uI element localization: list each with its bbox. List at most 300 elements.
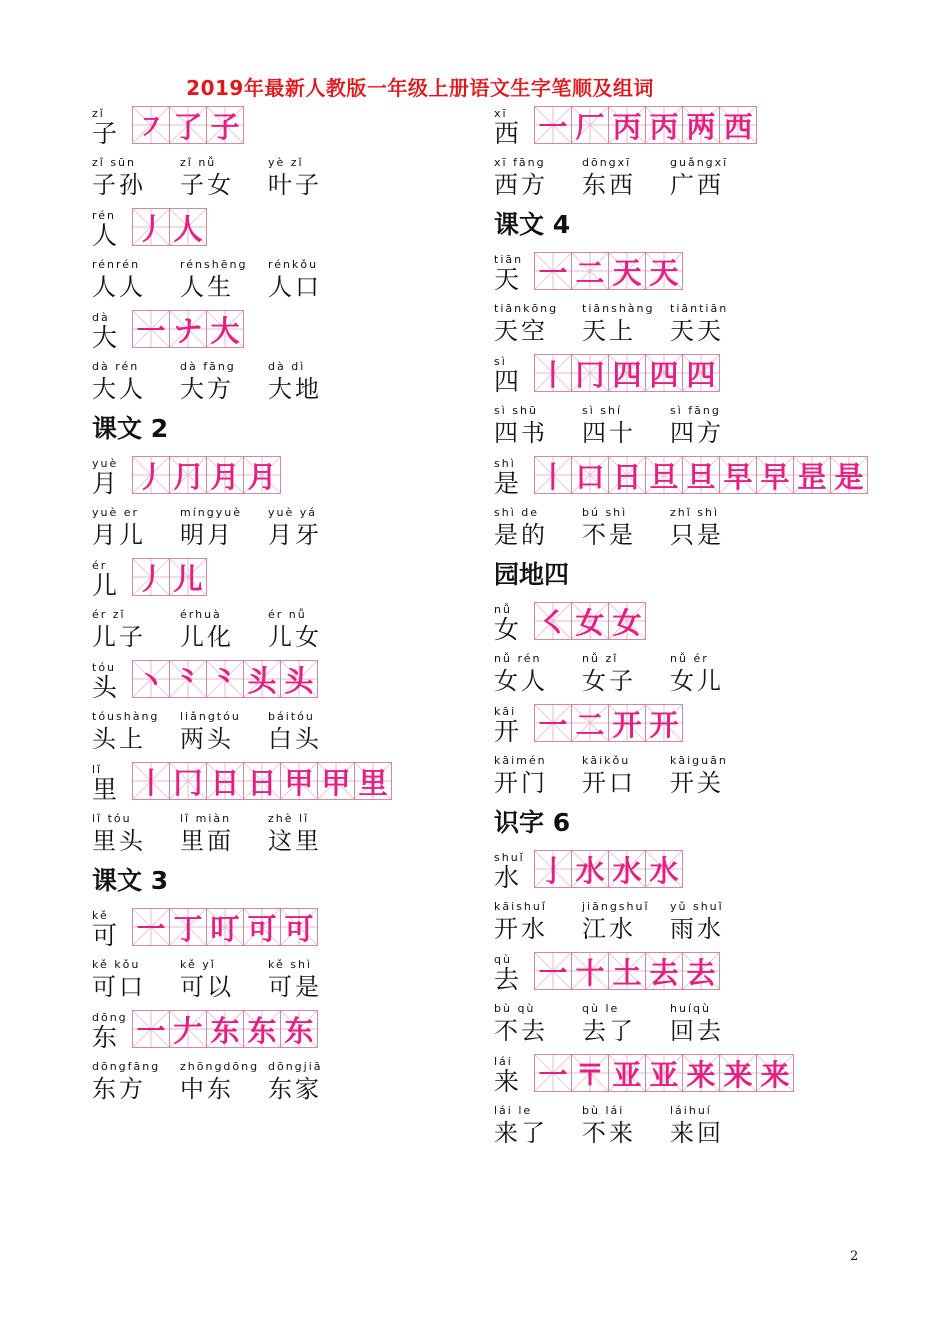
word-pinyin: huíqù: [670, 1002, 711, 1015]
char-label: [92, 1011, 132, 1052]
word-item: [268, 812, 356, 856]
stroke-cell: 人: [169, 208, 207, 246]
word-hanzi: 广西: [670, 171, 724, 199]
stroke-cell: ⺀: [206, 660, 243, 698]
char-pinyin: shuǐ: [494, 851, 525, 864]
word-pinyin: míngyuè: [180, 506, 242, 519]
word-item: [494, 404, 582, 448]
char-hanzi: 人: [92, 221, 118, 250]
stroke-cell: 冂: [169, 762, 206, 800]
stroke-cell: 开: [608, 704, 645, 742]
word-pinyin: lǐ miàn: [180, 812, 232, 825]
word-item: [582, 652, 670, 696]
char-hanzi: 头: [92, 673, 118, 702]
word-item: [494, 156, 582, 200]
stroke-cell: 儿: [169, 558, 207, 596]
word-list: [494, 396, 914, 448]
word-hanzi: 只是: [670, 521, 724, 549]
section-heading: 识字 6: [494, 808, 571, 837]
word-item: [92, 608, 180, 652]
stroke-cell: 去: [682, 952, 720, 990]
char-hanzi: 西: [494, 119, 520, 148]
char-pinyin: rén: [92, 209, 117, 222]
section-heading: 课文 4: [494, 210, 571, 239]
word-hanzi: 四方: [670, 419, 724, 447]
word-item: [582, 506, 670, 550]
stroke-cell: 可: [243, 908, 280, 946]
word-item: [582, 404, 670, 448]
char-label: [92, 311, 132, 352]
char-label: [494, 107, 534, 148]
stroke-cell: 𠂇: [169, 1010, 206, 1048]
stroke-cell: 厂: [571, 106, 608, 144]
stroke-order-grid: [132, 558, 207, 596]
word-item: [494, 754, 582, 798]
word-hanzi: 可是: [268, 973, 322, 1001]
word-pinyin: guǎngxī: [670, 156, 729, 169]
stroke-cell: 丨: [534, 456, 571, 494]
stroke-cell: 四: [682, 354, 720, 392]
word-list: [494, 148, 914, 200]
word-item: [268, 710, 356, 754]
stroke-order-grid: [132, 660, 318, 698]
word-item: [92, 812, 180, 856]
word-item: [92, 258, 180, 302]
char-label: [92, 457, 132, 498]
section-heading: 课文 3: [92, 866, 169, 895]
stroke-cell: 西: [719, 106, 757, 144]
stroke-cell: 丨: [534, 354, 571, 392]
stroke-cell: 水: [608, 850, 645, 888]
char-pinyin: xī: [494, 107, 508, 120]
char-entry: [494, 448, 914, 498]
word-item: [670, 1104, 758, 1148]
char-entry: [92, 900, 512, 950]
char-hanzi: 月: [92, 469, 118, 498]
stroke-cell: 旦: [682, 456, 719, 494]
word-hanzi: 里头: [92, 827, 146, 855]
word-pinyin: bú shì: [582, 506, 628, 519]
word-pinyin: ér nǚ: [268, 608, 307, 621]
word-pinyin: rénrén: [92, 258, 141, 271]
word-hanzi: 回去: [670, 1017, 724, 1045]
word-hanzi: 天上: [582, 317, 636, 345]
stroke-cell: 女: [608, 602, 646, 640]
word-pinyin: ér zǐ: [92, 608, 126, 621]
word-list: [494, 1096, 914, 1148]
stroke-cell: 四: [645, 354, 682, 392]
stroke-cell: 水: [645, 850, 683, 888]
stroke-cell: 口: [571, 456, 608, 494]
char-entry: [92, 98, 512, 148]
stroke-cell: ⺆: [169, 456, 206, 494]
char-entry: [92, 550, 512, 600]
stroke-cell: 二: [571, 252, 608, 290]
word-item: [180, 812, 268, 856]
char-pinyin: nǚ: [494, 603, 512, 616]
stroke-cell: ⺀: [169, 660, 206, 698]
word-pinyin: jiāngshuǐ: [582, 900, 650, 913]
char-pinyin: kāi: [494, 705, 517, 718]
char-pinyin: tiān: [494, 253, 524, 266]
word-pinyin: shì de: [494, 506, 540, 519]
word-pinyin: nǚ zǐ: [582, 652, 619, 665]
stroke-cell: 头: [280, 660, 318, 698]
char-pinyin: dà: [92, 311, 110, 324]
word-hanzi: 东方: [92, 1075, 146, 1103]
stroke-cell: 〒: [571, 1054, 608, 1092]
char-hanzi: 里: [92, 775, 118, 804]
char-label: [92, 209, 132, 250]
word-hanzi: 女人: [494, 667, 548, 695]
word-hanzi: 开关: [670, 769, 724, 797]
word-item: [582, 1104, 670, 1148]
char-entry: [494, 346, 914, 396]
word-hanzi: 明月: [180, 521, 234, 549]
stroke-order-grid: [534, 952, 720, 990]
word-hanzi: 开水: [494, 915, 548, 943]
page-title: 2019年最新人教版一年级上册语文生字笔顺及组词: [186, 76, 654, 100]
word-list: [92, 702, 512, 754]
word-hanzi: 江水: [582, 915, 636, 943]
word-pinyin: zhōngdōng: [180, 1060, 260, 1073]
word-pinyin: yuè yá: [268, 506, 317, 519]
stroke-cell: 亚: [608, 1054, 645, 1092]
char-hanzi: 子: [92, 119, 118, 148]
stroke-cell: 丿: [132, 208, 169, 246]
word-pinyin: sì fāng: [670, 404, 721, 417]
stroke-cell: 去: [645, 952, 682, 990]
word-item: [670, 900, 758, 944]
word-item: [268, 506, 356, 550]
char-label: [92, 559, 132, 600]
word-item: [670, 404, 758, 448]
section-heading: 园地四: [494, 560, 570, 589]
char-entry: [92, 754, 512, 804]
stroke-cell: 叮: [206, 908, 243, 946]
word-list: [92, 250, 512, 302]
stroke-order-grid: [534, 850, 683, 888]
word-list: [494, 498, 914, 550]
word-item: [494, 652, 582, 696]
stroke-order-grid: [534, 602, 646, 640]
word-pinyin: xī fāng: [494, 156, 546, 169]
word-hanzi: 女儿: [670, 667, 724, 695]
word-item: [670, 754, 758, 798]
stroke-cell: 来: [719, 1054, 756, 1092]
char-entry: [92, 200, 512, 250]
word-pinyin: rénkǒu: [268, 258, 319, 271]
word-hanzi: 两头: [180, 725, 234, 753]
stroke-cell: 甲: [317, 762, 354, 800]
char-pinyin: zǐ: [92, 107, 105, 120]
word-pinyin: dōngfāng: [92, 1060, 161, 1073]
word-item: [582, 754, 670, 798]
stroke-cell: 大: [206, 310, 244, 348]
stroke-order-grid: [132, 908, 318, 946]
stroke-order-grid: [534, 106, 757, 144]
word-item: [670, 506, 758, 550]
char-pinyin: lái: [494, 1055, 513, 1068]
word-pinyin: nǚ rén: [494, 652, 542, 665]
word-hanzi: 儿女: [268, 623, 322, 651]
char-entry: [494, 98, 914, 148]
char-pinyin: sì: [494, 355, 507, 368]
stroke-cell: 东: [206, 1010, 243, 1048]
char-entry: [494, 842, 914, 892]
stroke-cell: 一: [534, 252, 571, 290]
word-item: [92, 1060, 180, 1104]
word-pinyin: sì shí: [582, 404, 623, 417]
stroke-cell: 一: [132, 908, 169, 946]
word-pinyin: kāimén: [494, 754, 547, 767]
word-pinyin: kě shì: [268, 958, 313, 971]
word-pinyin: kě kǒu: [92, 958, 141, 971]
word-hanzi: 可以: [180, 973, 234, 1001]
stroke-order-grid: [534, 354, 720, 392]
word-hanzi: 中东: [180, 1075, 234, 1103]
word-list: [494, 644, 914, 696]
char-pinyin: dōng: [92, 1011, 128, 1024]
char-label: [494, 705, 534, 746]
word-pinyin: zǐ sūn: [92, 156, 137, 169]
word-hanzi: 来了: [494, 1119, 548, 1147]
word-item: [494, 900, 582, 944]
word-hanzi: 白头: [268, 725, 322, 753]
stroke-cell: 里: [354, 762, 392, 800]
word-pinyin: kě yǐ: [180, 958, 216, 971]
word-pinyin: yè zǐ: [268, 156, 304, 169]
stroke-cell: 一: [132, 1010, 169, 1048]
word-pinyin: lái le: [494, 1104, 533, 1117]
word-item: [180, 506, 268, 550]
stroke-cell: ナ: [169, 310, 206, 348]
stroke-cell: 子: [206, 106, 244, 144]
word-list: [494, 994, 914, 1046]
word-list: [92, 804, 512, 856]
word-hanzi: 月儿: [92, 521, 146, 549]
word-hanzi: 头上: [92, 725, 146, 753]
word-hanzi: 天天: [670, 317, 724, 345]
word-item: [670, 652, 758, 696]
stroke-cell: 昰: [793, 456, 830, 494]
word-hanzi: 大方: [180, 375, 234, 403]
word-pinyin: tóushàng: [92, 710, 160, 723]
stroke-cell: 丙: [645, 106, 682, 144]
char-hanzi: 女: [494, 615, 520, 644]
stroke-cell: 丙: [608, 106, 645, 144]
word-item: [180, 1060, 268, 1104]
word-hanzi: 儿化: [180, 623, 234, 651]
stroke-cell: 东: [280, 1010, 318, 1048]
stroke-cell: 一: [534, 1054, 571, 1092]
right-column: [494, 98, 914, 1148]
char-pinyin: tóu: [92, 661, 117, 674]
stroke-cell: 亚: [645, 1054, 682, 1092]
char-label: [92, 661, 132, 702]
stroke-cell: ㇇: [132, 106, 169, 144]
stroke-cell: 水: [571, 850, 608, 888]
char-pinyin: kě: [92, 909, 109, 922]
word-pinyin: tiānshàng: [582, 302, 655, 315]
word-list: [494, 892, 914, 944]
word-pinyin: zhè lǐ: [268, 812, 310, 825]
word-pinyin: láihuí: [670, 1104, 712, 1117]
word-hanzi: 四书: [494, 419, 548, 447]
word-item: [180, 360, 268, 404]
word-item: [582, 900, 670, 944]
stroke-cell: 旦: [645, 456, 682, 494]
word-item: [180, 608, 268, 652]
word-hanzi: 东西: [582, 171, 636, 199]
char-entry: [92, 302, 512, 352]
word-hanzi: 女子: [582, 667, 636, 695]
word-item: [670, 302, 758, 346]
stroke-cell: 来: [756, 1054, 794, 1092]
stroke-cell: 一: [534, 952, 571, 990]
stroke-cell: 东: [243, 1010, 280, 1048]
char-entry: [494, 244, 914, 294]
word-item: [582, 156, 670, 200]
char-entry: [494, 944, 914, 994]
stroke-cell: 丶: [132, 660, 169, 698]
stroke-cell: 两: [682, 106, 719, 144]
stroke-cell: 早: [719, 456, 756, 494]
word-item: [670, 1002, 758, 1046]
stroke-cell: 丿: [132, 456, 169, 494]
word-hanzi: 这里: [268, 827, 322, 855]
word-hanzi: 可口: [92, 973, 146, 1001]
stroke-cell: 土: [608, 952, 645, 990]
stroke-cell: 日: [608, 456, 645, 494]
stroke-order-grid: [534, 456, 868, 494]
section-heading: 课文 2: [92, 414, 169, 443]
stroke-order-grid: [132, 1010, 318, 1048]
word-pinyin: tiāntiān: [670, 302, 729, 315]
word-pinyin: nǚ ér: [670, 652, 709, 665]
word-hanzi: 雨水: [670, 915, 724, 943]
stroke-cell: ㇛: [534, 602, 571, 640]
stroke-cell: 四: [608, 354, 645, 392]
char-label: [494, 1055, 534, 1096]
word-list: [92, 950, 512, 1002]
word-item: [92, 360, 180, 404]
word-item: [180, 710, 268, 754]
stroke-cell: 早: [756, 456, 793, 494]
word-hanzi: 西方: [494, 171, 548, 199]
stroke-order-grid: [132, 456, 281, 494]
word-item: [180, 958, 268, 1002]
word-pinyin: dōngxī: [582, 156, 632, 169]
char-pinyin: lǐ: [92, 763, 103, 776]
word-item: [92, 710, 180, 754]
word-item: [582, 302, 670, 346]
left-column: [92, 98, 512, 1104]
word-pinyin: sì shū: [494, 404, 538, 417]
stroke-cell: 是: [830, 456, 868, 494]
stroke-cell: 了: [169, 106, 206, 144]
word-list: [494, 746, 914, 798]
stroke-cell: 一: [534, 704, 571, 742]
word-item: [494, 506, 582, 550]
word-hanzi: 四十: [582, 419, 636, 447]
stroke-cell: 月: [206, 456, 243, 494]
word-hanzi: 天空: [494, 317, 548, 345]
word-pinyin: bù qù: [494, 1002, 536, 1015]
char-hanzi: 儿: [92, 571, 118, 600]
word-item: [268, 958, 356, 1002]
char-hanzi: 四: [494, 367, 520, 396]
char-label: [494, 603, 534, 644]
stroke-cell: 天: [645, 252, 683, 290]
char-label: [494, 253, 534, 294]
stroke-cell: 日: [206, 762, 243, 800]
word-list: [92, 352, 512, 404]
word-hanzi: 来回: [670, 1119, 724, 1147]
stroke-cell: 月: [243, 456, 281, 494]
word-item: [268, 360, 356, 404]
char-label: [494, 355, 534, 396]
word-hanzi: 是的: [494, 521, 548, 549]
word-item: [494, 1104, 582, 1148]
stroke-cell: 十: [571, 952, 608, 990]
word-hanzi: 大人: [92, 375, 146, 403]
stroke-cell: 可: [280, 908, 318, 946]
char-pinyin: qù: [494, 953, 512, 966]
char-hanzi: 水: [494, 863, 520, 892]
word-pinyin: bù lái: [582, 1104, 625, 1117]
word-pinyin: dà fāng: [180, 360, 236, 373]
word-hanzi: 不去: [494, 1017, 548, 1045]
word-item: [268, 1060, 356, 1104]
char-hanzi: 东: [92, 1023, 118, 1052]
word-item: [268, 258, 356, 302]
word-hanzi: 月牙: [268, 521, 322, 549]
char-pinyin: ér: [92, 559, 108, 572]
stroke-cell: 冂: [571, 354, 608, 392]
stroke-cell: 甲: [280, 762, 317, 800]
char-label: [92, 763, 132, 804]
word-hanzi: 人生: [180, 273, 234, 301]
stroke-cell: 丨: [132, 762, 169, 800]
word-hanzi: 去了: [582, 1017, 636, 1045]
word-item: [494, 1002, 582, 1046]
char-label: [92, 909, 132, 950]
char-pinyin: yuè: [92, 457, 119, 470]
stroke-order-grid: [132, 208, 207, 246]
word-list: [92, 148, 512, 200]
stroke-cell: 女: [571, 602, 608, 640]
char-hanzi: 是: [494, 469, 520, 498]
word-pinyin: dōngjiā: [268, 1060, 323, 1073]
word-item: [268, 608, 356, 652]
word-pinyin: kāikǒu: [582, 754, 631, 767]
stroke-cell: 丿: [132, 558, 169, 596]
char-hanzi: 大: [92, 323, 118, 352]
char-label: [494, 851, 534, 892]
word-hanzi: 大地: [268, 375, 322, 403]
word-pinyin: érhuà: [180, 608, 222, 621]
stroke-cell: 来: [682, 1054, 719, 1092]
char-entry: [494, 594, 914, 644]
word-hanzi: 开门: [494, 769, 548, 797]
word-pinyin: yuè er: [92, 506, 140, 519]
stroke-order-grid: [132, 762, 392, 800]
char-label: [494, 457, 534, 498]
word-pinyin: dà rén: [92, 360, 140, 373]
word-pinyin: tiānkōng: [494, 302, 559, 315]
word-pinyin: qù le: [582, 1002, 620, 1015]
